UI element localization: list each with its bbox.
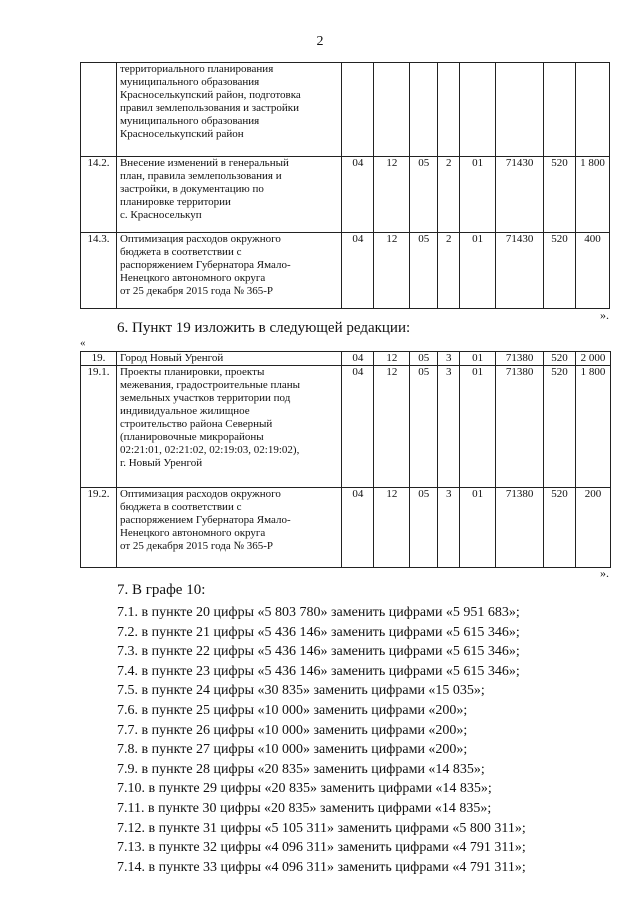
cell-c5: 01 [460,157,496,233]
cell-c6: 71380 [496,488,544,568]
row-name-line: территориального планирования [119,63,274,75]
table-row [81,63,610,157]
row-name [116,63,341,157]
cell-c4 [438,63,460,157]
cell-c8: 200 [576,488,611,568]
row-name [116,488,341,568]
row-name-line: распоряжением Губернатора Ямало- [119,514,291,526]
row-name-line: от 25 декабря 2015 года № 365-Р [119,540,274,552]
cell-c3 [410,63,438,157]
cell-c7 [544,63,576,157]
row-name-line: межевания, градостроительные планы [119,379,301,391]
cell-c4: 2 [438,157,460,233]
cell-c4: 3 [438,366,460,488]
cell-c5: 01 [460,352,496,366]
cell-c5: 01 [460,488,496,568]
row-number: 19.1. [81,366,117,488]
row-number [81,63,117,157]
list-item: 7.13. в пункте 32 цифры «4 096 311» заменить цифрами «4 791 311»; [117,840,526,856]
list-item: 7.8. в пункте 27 цифры «10 000» заменить цифрами «200»; [117,742,468,758]
row-name-line: бюджета в соответствии с [119,246,242,258]
list-item: 7.1. в пункте 20 цифры «5 803 780» заменить цифрами «5 951 683»; [117,605,520,620]
cell-c8: 400 [576,233,610,309]
row-name-line: земельных участков территории под [119,392,291,404]
cell-c8: 1 800 [576,366,611,488]
row-name-line: планировке территории [119,196,231,208]
cell-c2 [374,63,410,157]
row-name-line: Внесение изменений в генеральный [119,157,289,169]
cell-c1: 04 [342,488,374,568]
row-name-line: бюджета в соответствии с [119,501,242,513]
table2-closing-quote: ». [600,566,609,580]
row-name-line: муниципального образования [119,76,260,88]
row-number: 14.2. [81,157,117,233]
section-6-heading: 6. Пункт 19 изложить в следующей редакции: [117,320,411,336]
cell-c1: 04 [342,366,374,488]
cell-c6: 71380 [496,352,544,366]
cell-c4: 2 [438,233,460,309]
row-name-line: 02:21:01, 02:21:02, 02:19:03, 02:19:02), [119,444,300,456]
list-item: 7.4. в пункте 23 цифры «5 436 146» заменить цифрами «5 615 346»; [117,663,520,679]
cell-c6: 71380 [496,366,544,488]
cell-c8: 2 000 [576,352,611,366]
page-number: 2 [316,34,324,49]
table-row [81,233,610,309]
cell-c3: 05 [410,352,438,366]
section-7-heading: 7. В графе 10: [117,582,206,598]
cell-c3: 05 [410,488,438,568]
open-quote: « [80,337,86,349]
row-name-line: индивидуальное жилищное [119,405,250,417]
row-name [116,233,341,309]
cell-c6 [496,63,544,157]
row-name-line: с. Красноселькуп [119,209,202,221]
cell-c2: 12 [374,366,410,488]
cell-c7: 520 [544,233,576,309]
row-number: 19.2. [81,488,117,568]
row-name-line: Город Новый Уренгой [119,352,224,364]
cell-c1 [342,63,374,157]
row-name-line: муниципального образования [119,115,260,127]
table-row [81,488,611,568]
cell-c7: 520 [544,352,576,366]
section-7-list [117,603,526,877]
row-name-line: правил землепользования и застройки [119,102,299,114]
table-row [81,352,611,366]
row-name-line: от 25 декабря 2015 года № 365-Р [119,285,274,297]
cell-c6: 71430 [496,157,544,233]
cell-c3: 05 [410,233,438,309]
cell-c3: 05 [410,157,438,233]
cell-c6: 71430 [496,233,544,309]
table1-closing-quote: ». [600,308,609,322]
cell-c2: 12 [374,233,410,309]
row-name-line: г. Новый Уренгой [119,457,203,469]
row-name-line: (планировочные микрорайоны [119,431,264,443]
list-item: 7.10. в пункте 29 цифры «20 835» заменить цифрами «14 835»; [117,781,492,797]
table-row [81,157,610,233]
cell-c4: 3 [438,352,460,366]
row-name-line: Ненецкого автономного округа [119,527,266,539]
list-item: 7.11. в пункте 30 цифры «20 835» заменить цифрами «14 835»; [117,800,492,816]
cell-c2: 12 [374,157,410,233]
row-name [116,352,341,366]
cell-c7: 520 [544,366,576,488]
row-name-line: Ненецкого автономного округа [119,272,266,284]
row-name-line: план, правила землепользования и [119,170,282,182]
row-name-line: Красноселькупский район, подготовка [119,89,301,101]
cell-c5 [460,63,496,157]
cell-c8: 1 800 [576,157,610,233]
row-name-line: строительство района Северный [119,418,273,430]
row-number: 14.3. [81,233,117,309]
cell-c1: 04 [342,157,374,233]
row-name-line: распоряжением Губернатора Ямало- [119,259,291,271]
list-item: 7.2. в пункте 21 цифры «5 436 146» заменить цифрами «5 615 346»; [117,624,520,640]
row-name-line: Оптимизация расходов окружного [119,488,281,500]
list-item: 7.9. в пункте 28 цифры «20 835» заменить цифрами «14 835»; [117,761,485,777]
cell-c2: 12 [374,352,410,366]
cell-c3: 05 [410,366,438,488]
cell-c1: 04 [342,352,374,366]
list-item: 7.6. в пункте 25 цифры «10 000» заменить цифрами «200»; [117,702,468,718]
cell-c8 [576,63,610,157]
cell-c7: 520 [544,157,576,233]
row-name-line: Проекты планировки, проекты [119,366,265,378]
cell-c7: 520 [544,488,576,568]
cell-c5: 01 [460,366,496,488]
list-item: 7.7. в пункте 26 цифры «10 000» заменить цифрами «200»; [117,722,468,738]
list-item: 7.3. в пункте 22 цифры «5 436 146» заменить цифрами «5 615 346»; [117,644,520,660]
cell-c1: 04 [342,233,374,309]
row-name-line: застройки, в документацию по [119,183,264,195]
cell-c2: 12 [374,488,410,568]
table-row [81,366,611,488]
row-name [116,366,341,488]
list-item: 7.14. в пункте 33 цифры «4 096 311» заменить цифрами «4 791 311»; [117,859,526,875]
cell-c4: 3 [438,488,460,568]
row-name-line: Красноселькупский район [119,128,244,140]
budget-table-section-14 [80,62,610,309]
row-number: 19. [81,352,117,366]
cell-c5: 01 [460,233,496,309]
row-name [116,157,341,233]
list-item: 7.5. в пункте 24 цифры «30 835» заменить цифрами «15 035»; [117,683,485,699]
budget-table-section-19 [80,351,611,568]
list-item: 7.12. в пункте 31 цифры «5 105 311» заменить цифрами «5 800 311»; [117,820,526,836]
row-name-line: Оптимизация расходов окружного [119,233,281,245]
